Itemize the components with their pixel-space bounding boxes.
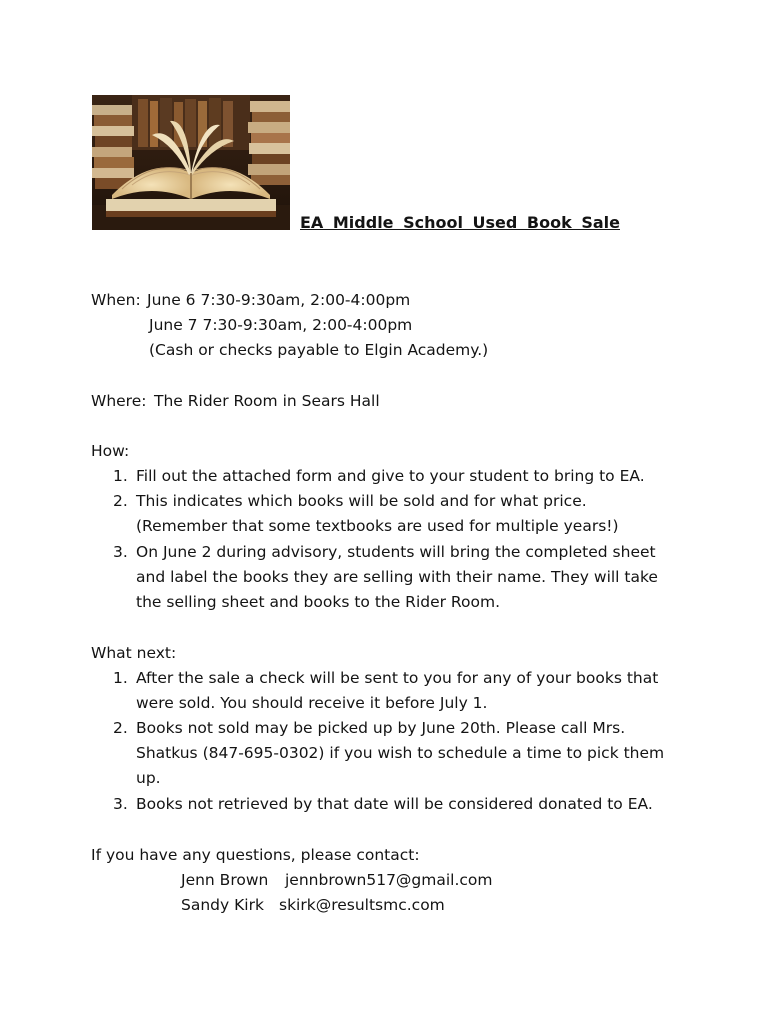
what-next-item-3-line: Books not retrieved by that date will be considered donated to EA. <box>136 795 653 813</box>
how-item-number: 3. <box>113 543 128 561</box>
when-payment-note: (Cash or checks payable to Elgin Academy.) <box>149 341 489 359</box>
how-label: How: <box>91 442 130 460</box>
contact-intro: If you have any questions, please contact: <box>91 846 420 864</box>
when-line-1: June 6 7:30-9:30am, 2:00-4:00pm <box>147 291 411 309</box>
what-next-item-2-line: Shatkus (847-695-0302) if you wish to schedule a time to pick them <box>136 744 665 762</box>
how-item-number: 2. <box>113 492 128 510</box>
what-next-label: What next: <box>91 644 177 662</box>
where-value: The Rider Room in Sears Hall <box>154 392 380 410</box>
what-next-item-number: 2. <box>113 719 128 737</box>
what-next-item-2-line: up. <box>136 769 161 787</box>
contact-email-link[interactable]: skirk@resultsmc.com <box>279 896 445 914</box>
page-title: EA Middle School Used Book Sale <box>300 213 620 232</box>
how-item-3-line: On June 2 during advisory, students will bring the completed sheet <box>136 543 656 561</box>
what-next-item-number: 3. <box>113 795 128 813</box>
contact-name: Jenn Brown <box>181 871 269 889</box>
contact-name: Sandy Kirk <box>181 896 264 914</box>
how-item-1-line: Fill out the attached form and give to your student to bring to EA. <box>136 467 645 485</box>
how-item-3-line: the selling sheet and books to the Rider Room. <box>136 593 501 611</box>
how-item-2-line: (Remember that some textbooks are used for multiple years!) <box>136 517 619 535</box>
what-next-item-1-line: After the sale a check will be sent to you for any of your books that <box>136 669 659 687</box>
what-next-item-2-line: Books not sold may be picked up by June 20th. Please call Mrs. <box>136 719 626 737</box>
open-book-photo-icon <box>92 95 290 230</box>
what-next-item-1-line: were sold. You should receive it before July 1. <box>136 694 488 712</box>
contact-email-link[interactable]: jennbrown517@gmail.com <box>285 871 493 889</box>
when-label: When: <box>91 291 141 309</box>
how-item-2-line: This indicates which books will be sold and for what price. <box>136 492 587 510</box>
when-line-2: June 7 7:30-9:30am, 2:00-4:00pm <box>149 316 413 334</box>
what-next-item-number: 1. <box>113 669 128 687</box>
how-item-number: 1. <box>113 467 128 485</box>
how-item-3-line: and label the books they are selling with their name. They will take <box>136 568 658 586</box>
where-label: Where: <box>91 392 147 410</box>
